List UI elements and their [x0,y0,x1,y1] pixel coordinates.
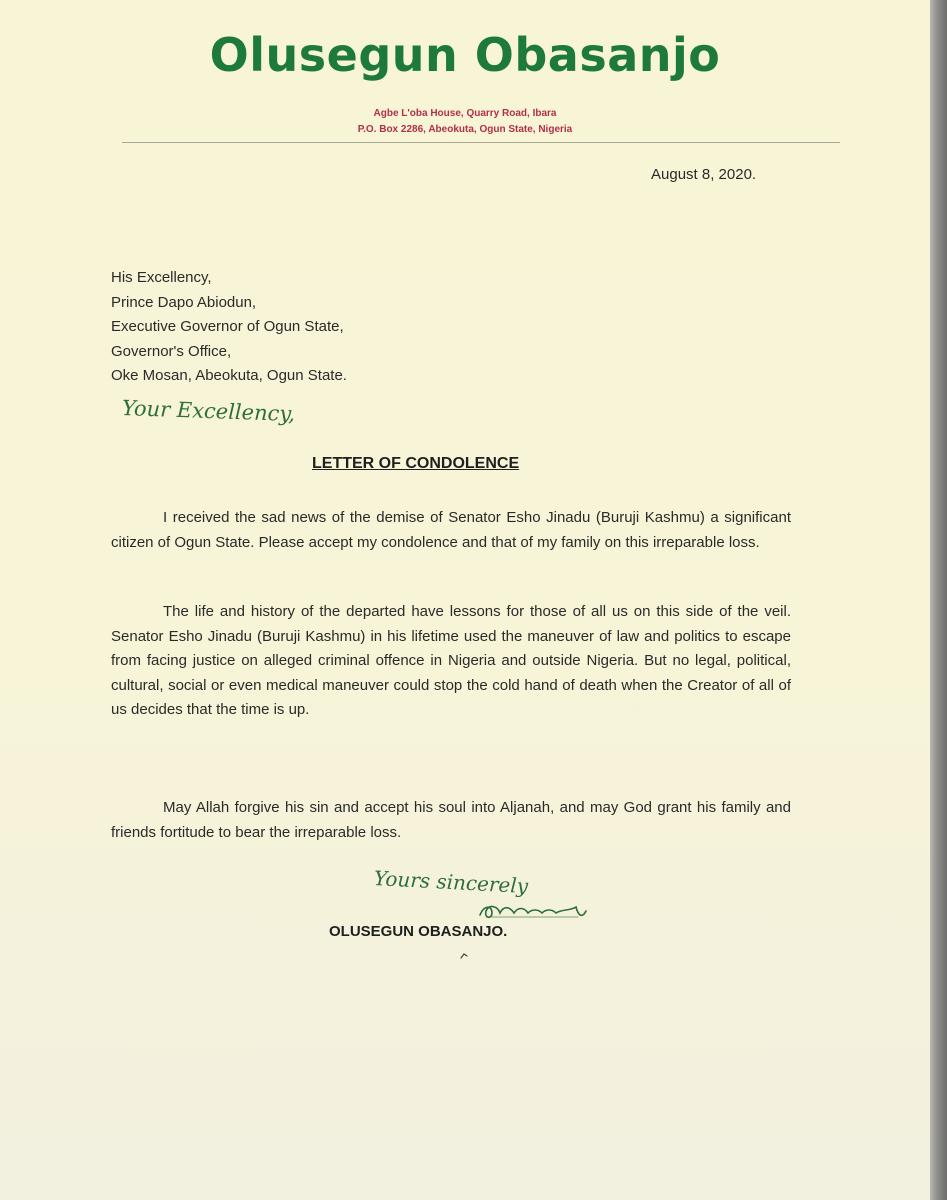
recipient-line: His Excellency, [111,269,212,286]
page-edge-shadow [930,0,947,1200]
letterhead-address-line-1: Agbe L'oba House, Quarry Road, Ibara [373,108,557,119]
letter-date: August 8, 2020. [651,166,757,183]
letterhead-address-line-2: P.O. Box 2286, Abeokuta, Ogun State, Nigeria [357,124,573,135]
recipient-line: Governor's Office, [111,342,232,360]
signature-scribble [478,897,588,923]
recipient-line: Oke Mosan, Abeokuta, Ogun State. [111,367,347,384]
signer-name: OLUSEGUN OBASANJO. [329,923,508,940]
handwritten-closing: Yours sincerely [373,866,529,899]
body-paragraph: May Allah forgive his sin and accept his soul into Aljanah, and may God grant his family and friends fortitude to bear the irreparable loss. [111,799,791,841]
body-paragraph: The life and history of the departed have lessons for those of all us on this side of the veil. Senator Esho Jinadu (Buruji Kashmu) in his lifetime used the maneuver of law and politics to escape from facing justice on alleged criminal offence in Nigeria and outside Nigeria. But no legal, political, cultural, social or even medical maneuver could stop the cold hand of death when the Creator of all of us decides that the time is up. [111,603,791,718]
handwritten-salutation: Your Excellency, [121,396,296,427]
letter-subject: LETTER OF CONDOLENCE [312,455,520,472]
recipient-line: Executive Governor of Ogun State, [111,318,344,335]
letterhead-divider [122,142,840,143]
letterhead-name: Olusegun Obasanjo [209,28,721,82]
recipient-address-block [111,266,347,389]
ink-mark [460,953,468,959]
recipient-line: Prince Dapo Abiodun, [111,293,257,311]
body-paragraph: I received the sad news of the demise of Senator Esho Jinadu (Buruji Kashmu) a significant citizen of Ogun State. Please accept my condolence and that of my family on this irreparable loss. [111,509,791,551]
